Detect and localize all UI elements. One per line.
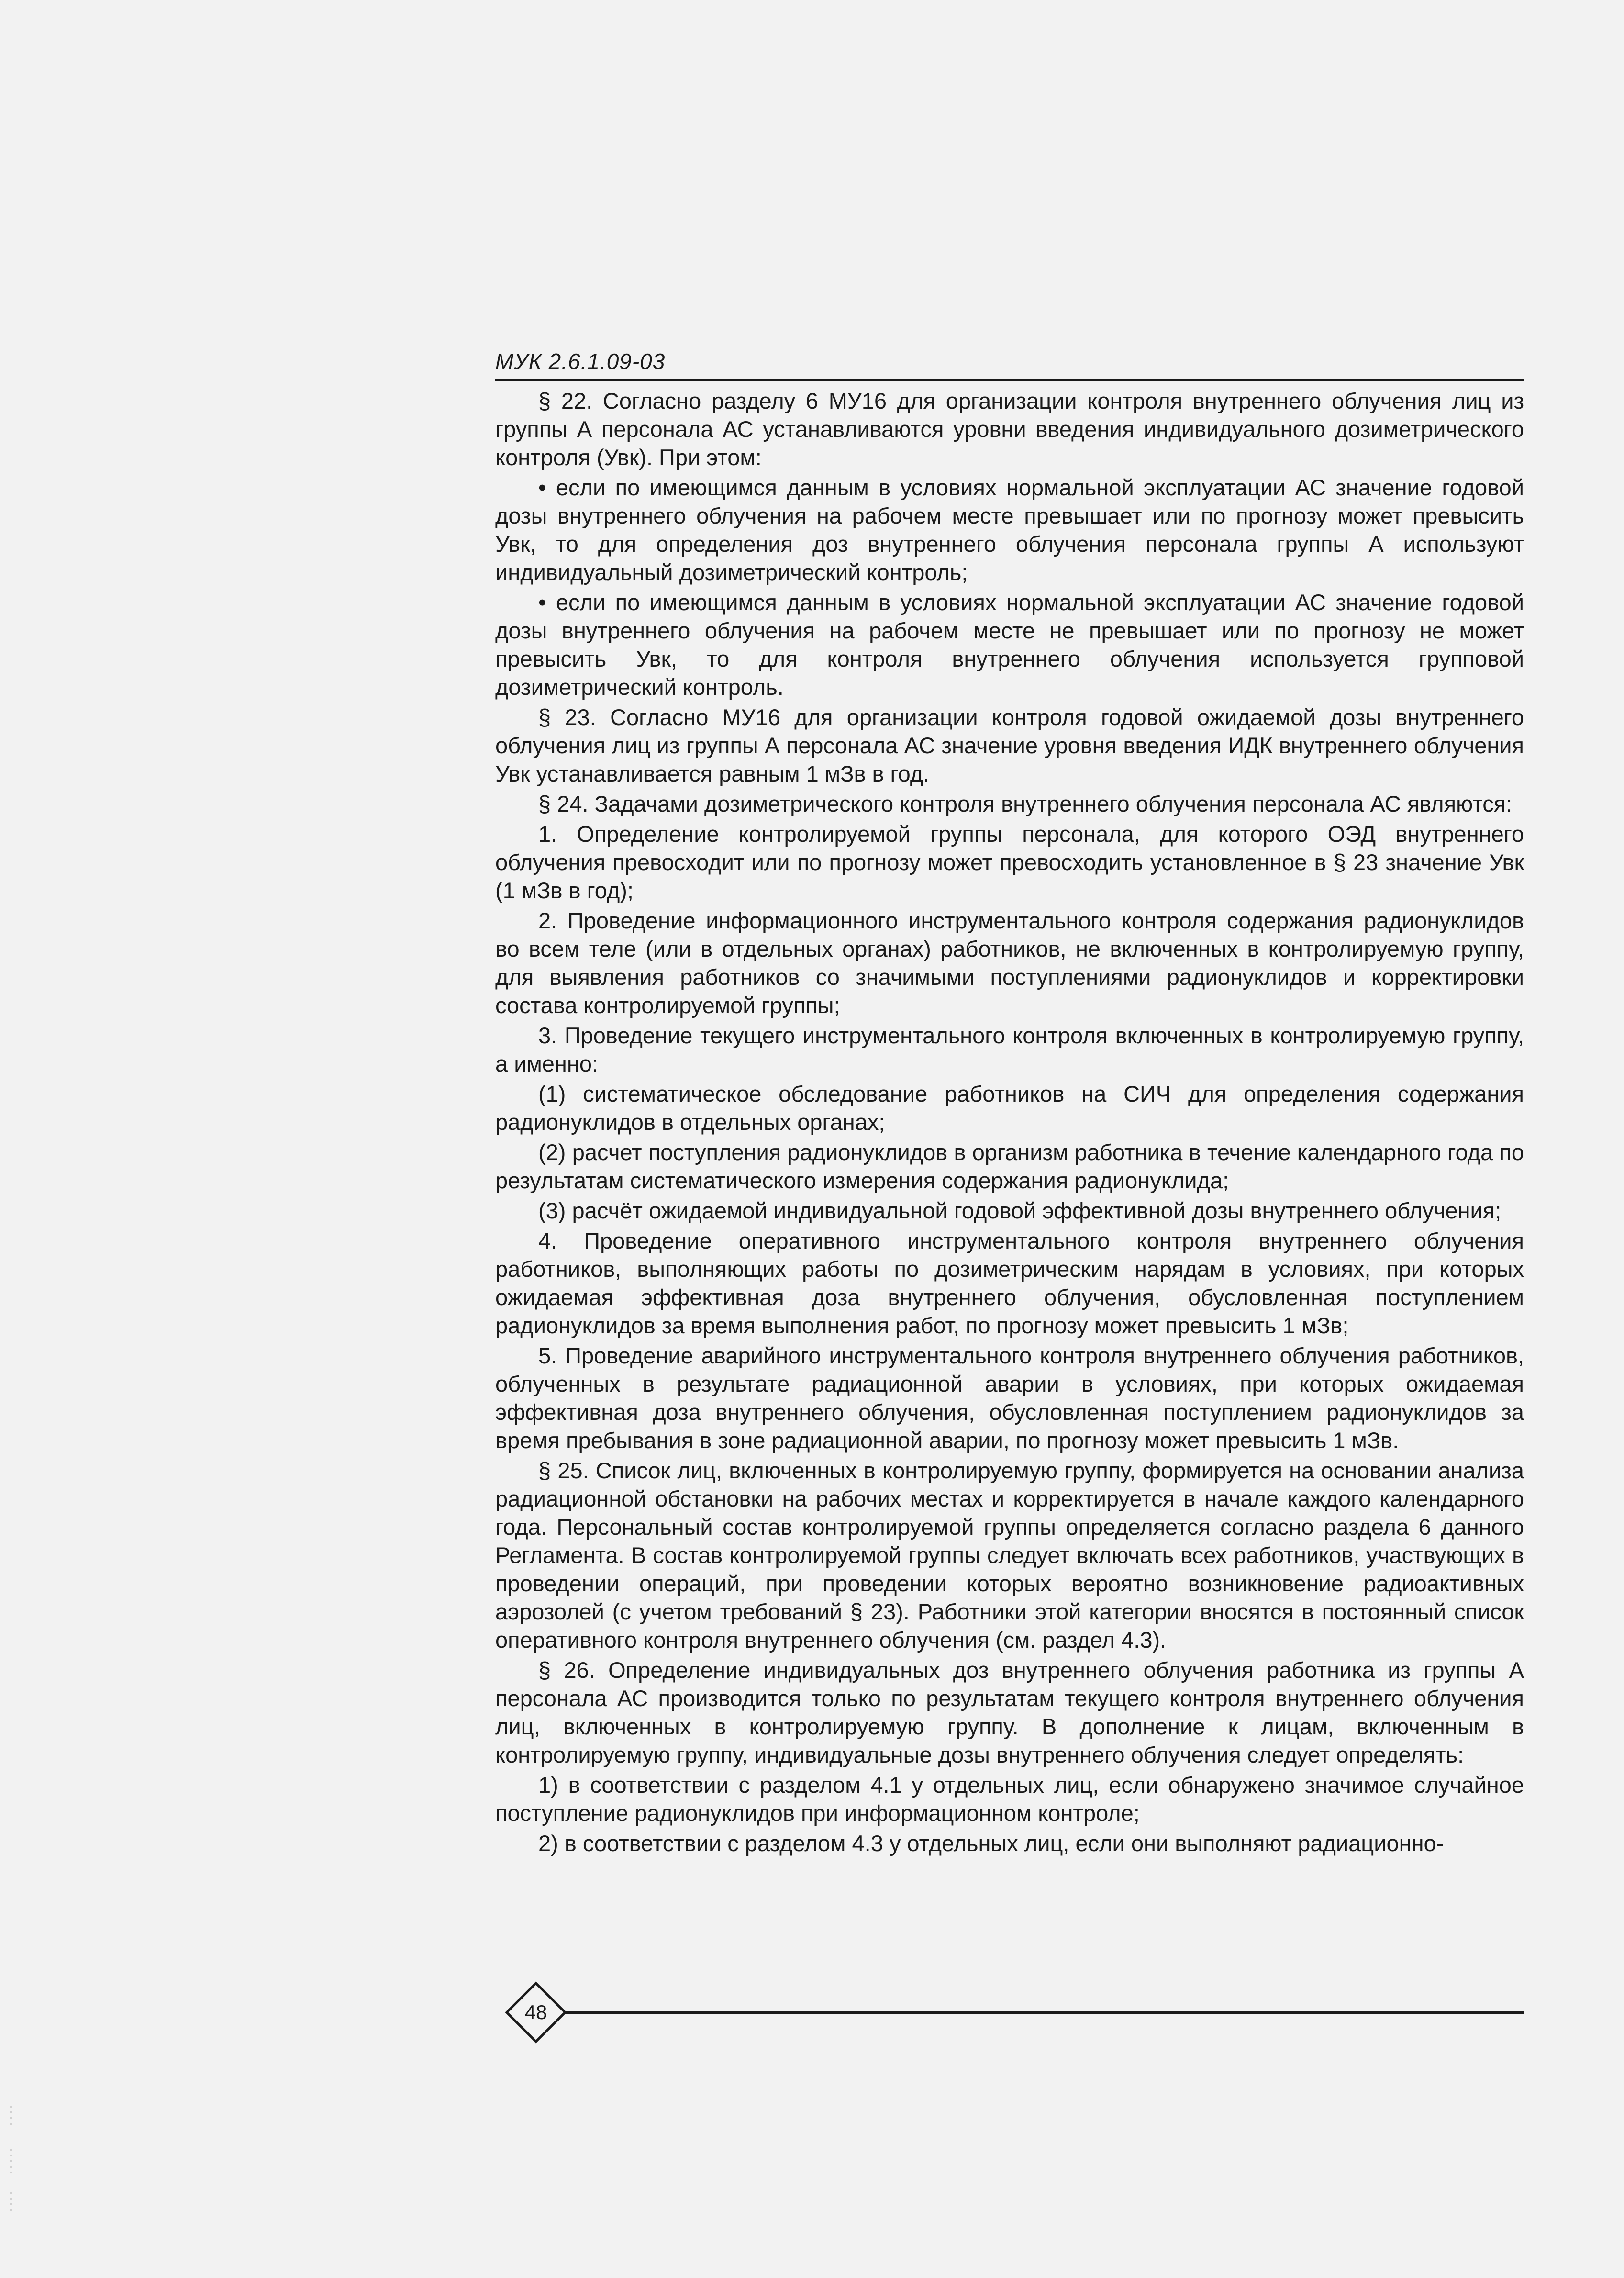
- paragraph-25: § 25. Список лиц, включенных в контролируемую группу, формируется на основании анализа радиационной обстановки на рабочих местах и корректируется в начале каждого календарного года. Персональный состав контролируемой группы определяется согласно раздела 6 данного Регламента. В состав контролируемой группы следует включать всех работников, участвующих в проведении операций, при проведении которых вероятно возникновение радиоактивных аэрозолей (с учетом требований § 23). Работники этой категории вносятся в постоянный список оперативного контроля внутреннего облучения (см. раздел 4.3).: [495, 1458, 1524, 1653]
- sub-list-item: (2) расчет поступления радионуклидов в организм работника в течение календарного года по результатам систематического измерения содержания радионуклида;: [495, 1139, 1524, 1193]
- paragraph-22: § 22. Согласно разделу 6 МУ16 для организации контроля внутреннего облучения лиц из группы А персонала АС устанавливаются уровни введения индивидуального дозиметрического контроля (Увк). При этом:: [495, 388, 1524, 470]
- sub-list-item: (3) расчёт ожидаемой индивидуальной годовой эффективной дозы внутреннего облучения;: [538, 1198, 1502, 1223]
- page-number-badge: [505, 1981, 567, 2044]
- paragraph-26: § 26. Определение индивидуальных доз внутреннего облучения работника из группы А персонала АС производится только по результатам текущего контроля внутреннего облучения лиц, включенных в контролируемую группу. В дополнение к лицам, включенным в контролируемую группу, индивидуальные дозы внутреннего облучения следует определять:: [495, 1657, 1524, 1767]
- paragraph-23: § 23. Согласно МУ16 для организации контроля годовой ожидаемой дозы внутреннего облучения лиц из группы А персонала АС значение уровня введения ИДК внутреннего облучения Увк устанавливается равным 1 мЗв в год.: [495, 704, 1524, 786]
- page-footer: [495, 1972, 1524, 2039]
- page-number: 48: [524, 2001, 547, 2023]
- list-item: 1) в соответствии с разделом 4.1 у отдельных лиц, если обнаружено значимое случайное поступление радионуклидов при информационном контроле;: [495, 1772, 1524, 1826]
- list-item: 3. Проведение текущего инструментального контроля включенных в контролируемую группу, а именно:: [495, 1023, 1524, 1076]
- list-item: 1. Определение контролируемой группы персонала, для которого ОЭД внутреннего облучения превосходит или по прогнозу может превосходить установленное в § 23 значение Увк (1 мЗв в год);: [495, 821, 1524, 903]
- list-item: 2. Проведение информационного инструментального контроля содержания радионуклидов во всем теле (или в отдельных органах) работников, не включенных в контролируемую группу, для выявления работников со значимыми поступлениями радионуклидов и корректировки состава контролируемой группы;: [495, 908, 1524, 1018]
- list-item: 2) в соответствии с разделом 4.3 у отдельных лиц, если они выполняют радиационно-: [538, 1831, 1444, 1856]
- document-body: [495, 387, 1524, 1857]
- sub-list-item: (1) систематическое обследование работников на СИЧ для определения содержания радионуклидов в отдельных органах;: [495, 1081, 1524, 1135]
- list-item: 4. Проведение оперативного инструментального контроля внутреннего облучения работников, выполняющих работы по дозиметрическим нарядам в условиях, при которых ожидаемая эффективная доза внутреннего облучения, обусловленная поступлением радионуклидов за время выполнения работ, по прогнозу может превысить 1 мЗв;: [495, 1228, 1524, 1338]
- paragraph-24: § 24. Задачами дозиметрического контроля внутреннего облучения персонала АС являются:: [538, 791, 1513, 816]
- bullet-item: • если по имеющимся данным в условиях нормальной эксплуатации АС значение годовой дозы внутреннего облучения на рабочем месте превышает или по прогнозу может превысить Увк, то для определения доз внутреннего облучения персонала группы А используют индивидуальный дозиметрический контроль;: [495, 475, 1524, 585]
- footer-rule: [557, 2011, 1524, 2014]
- list-item: 5. Проведение аварийного инструментального контроля внутреннего облучения работников, облученных в результате радиационной аварии в условиях, при которых ожидаемая эффективная доза внутреннего облучения, обусловленная поступлением радионуклидов за время пребывания в зоне радиационной аварии, по прогнозу может превысить 1 мЗв.: [495, 1343, 1524, 1453]
- bullet-item: • если по имеющимся данным в условиях нормальной эксплуатации АС значение годовой дозы внутреннего облучения на рабочем месте не превышает или по прогнозу не может превысить Увк, то для контроля внутреннего облучения используется групповой дозиметрический контроль.: [495, 590, 1524, 700]
- document-code: МУК 2.6.1.09-03: [495, 349, 666, 374]
- page-header: [495, 346, 1524, 381]
- scan-margin-marks: [8, 2106, 14, 2211]
